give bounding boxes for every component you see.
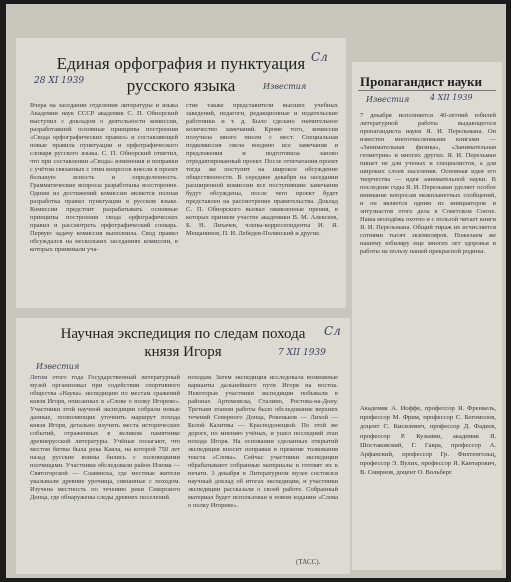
article-expedition-title-line1: Научная экспедиция по следам похода xyxy=(60,326,306,342)
article-expedition-handwritten-mark: Сл xyxy=(324,324,341,338)
article-orthography-handwritten-date: 28 XI 1939 xyxy=(34,76,85,86)
article-expedition-handwritten-date: 7 XII 1939 xyxy=(278,348,326,358)
article-propagandist-title: Пропагандист науки xyxy=(360,74,483,89)
article-propagandist-title-rule xyxy=(358,90,496,91)
article-expedition-column-1-text: Летом этого года Государственный литературный музей организовал при содействии спортивного общества «Наука» экспедицию по местам сражений князя Игоря, описанных в «Слове о полку Игореве». Участники этой научной экспедиции собрали новые данные, позволяющие уточнить маршрут похода князя Игоря, детально изучить места исторических событий, отраженных в великом памятнике древнерусской литературы. Учёные полагают, что местом битвы была река Каяла, на которой 750 лет назад русские воины бились с половецкими полчищами. Участники обследовали район Изюма — Святогорской — Славянска, где местные жители указывали древние урочища, связанные с походом. Изучена местность по течению реки Северского Донца, где обнаружены следы древних поселений. xyxy=(30,374,180,501)
article-orthography-title-line2: русского языка xyxy=(126,76,236,95)
article-expedition-signature: (ТАСС). xyxy=(296,558,321,566)
article-orthography-title-line1: Единая орфография и пунктуация xyxy=(56,54,306,73)
scrapbook-page xyxy=(6,4,506,578)
article-orthography-handwritten-source: Известия xyxy=(263,82,307,91)
article-orthography-column-2 xyxy=(186,102,338,304)
article-expedition-title-line2: князя Игоря xyxy=(144,344,222,360)
article-propagandist-signatories xyxy=(360,404,496,478)
article-orthography-handwritten-mark: Сл xyxy=(311,50,328,64)
article-expedition-column-1 xyxy=(30,374,180,570)
article-expedition-clipping xyxy=(16,318,350,574)
article-propagandist-body xyxy=(360,112,496,394)
article-orthography-column-2-text: стие также представители высших учебных заведений, педагоги, редакционные и издательские работники и т. д. Было сделано значительное количество замечаний. Кроме того, комиссия получила много писем с мест. Специальная подкомиссия свела воедино все замечания и предложения и подготовила заново отредактированный проект. После отпечатания проект тогда же поступит на широкое обсуждение общественности. В середине декабря на заседании расширенной комиссии все поступившие замечания будут обсуждены, после чего проект будет представлен на рассмотрение правительства. Доклад С. П. Обнорского вызвал оживленные прения, в которых приняли участие академики В. М. Алексеев, Б. Н. Лихачев, члены-корреспонденты И. Я. Мещанинов, П. И. Лебедев-Полянский и другие. xyxy=(186,102,338,237)
article-expedition-column-2-text: походам. Затем экспедиция исследовала возможные варианты дальнейшего пути Игоря на восток. Некоторые участники экспедиции побывали в районах Артемовска, Сталино, Ростова-на-Дону. Третьим этапом работы было обследование верхних течений Северного Донца, Ровеньков — Лихой — Белой Калитвы — Краснодонецкой. По этой же дороге, по мнению учёных, и ушел последний этап похода Игоря. На основании сделанных открытий экспедиция вносит поправки в прежние толкования текста «Слова». Сейчас участники экспедиции обрабатывают собранные материалы и готовят их к печати. 3 декабря в Литературном музее состоялся научный доклад об итогах экспедиции, и участники экспедиции рассказали о своей работе. Собранный материал будет использован в новом издании «Слова о полку Игореве». xyxy=(188,374,338,509)
article-expedition-column-2 xyxy=(188,374,338,556)
article-orthography-column-1-text: Вчера на заседании отделения литературы и языка Академии наук СССР академик С. П. Обнорский выступил с докладом о деятельности комиссии, разработавшей основные принципы построения «Свода орфографических правил» и составляющей новые правила пунктуации и орфографического словаря русского языка. С. П. Обнорский отметил, что при составлении «Свода» изменения и поправки с учётом связанных с этим вопросов внесли в проект большую ясность и определенность. Грамматические вопросы разработаны всесторонне. Одним из достижений комиссии является полная разработка правил пунктуации в русском языке. Комиссии предстоит разрабатывать основные принципы построения свода орфографических правил и рассмотреть орфографический словарь. Первую задачу комиссия выполнила. Свод правил обсуждался на нескольких заседаниях комиссии, в которых принимали уча- xyxy=(30,102,178,253)
article-orthography-clipping xyxy=(16,38,346,308)
article-propagandist-handwritten-source: Известия xyxy=(366,95,410,104)
article-propagandist-handwritten-date: 4 XII 1939 xyxy=(430,93,473,102)
article-orthography-column-1 xyxy=(30,102,178,304)
article-propagandist-signatories-text: Академик А. Иоффе, профессор Я. Френкель, профессор М. Фрим, профессор С. Богомолов, доцент С. Кисилевич, профессор Д. Фадеев, профессор Р. Кузьмин, академик Я. Шостаковский, Г. Гавра, профессор А. Арфанский, профессор Гр. Фихтенгольц, профессор Э. Вулих, профессор Я. Кантарович, В. Смирнов, доцент О. Вольберг. xyxy=(360,405,496,477)
article-expedition-handwritten-source: Известия xyxy=(36,362,80,371)
article-propagandist-clipping xyxy=(352,62,502,570)
article-propagandist-body-text: 7 декабря исполняется 40-летний юбилей литературной работы выдающегося пропагандиста науки Я. И. Перельмана. Он известен многочисленными книгами — «Занимательная физика», «Занимательная геометрия» и многих других. Я. И. Перельман пишет не для ученых и специалистов, а для широких слоев населения. Основная идея его творчества — идея занимательной науки. В последние годы Я. И. Перельман уделяет особое внимание вопросам межпланетных сообщений, и он является одним из инициаторов и энтузиастов этого дела в Советском Союзе. Наша молодёжь охотно и с пользой читает книги Я. И. Перельмана. Общий тираж их исчисляется сотнями тысяч экземпляров. Пожелаем же нашему юбиляру еще многих лет здоровья и работы на пользу нашей прекрасной родины. xyxy=(360,112,496,255)
